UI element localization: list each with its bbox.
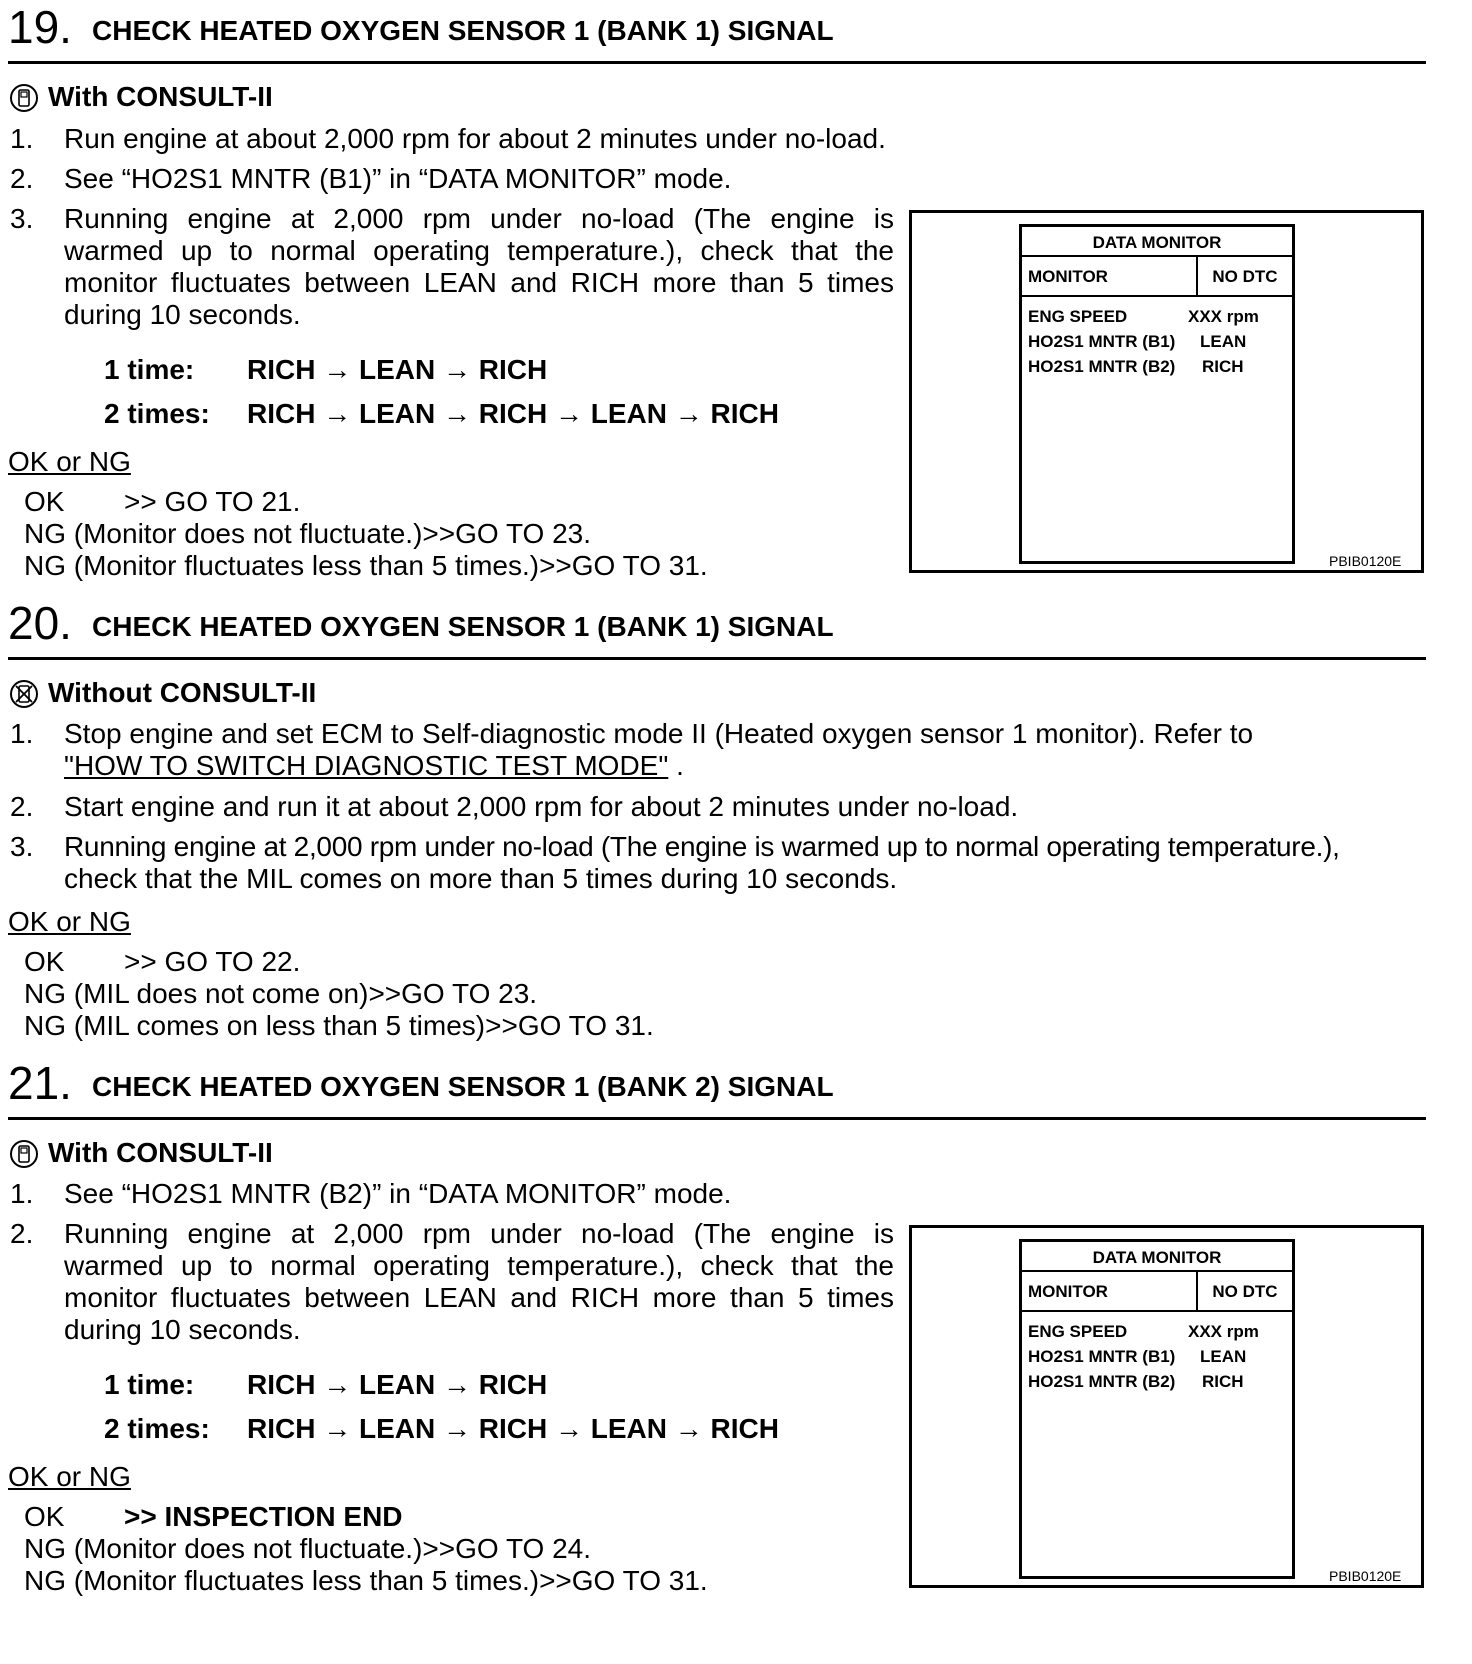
screen-row-name: HO2S1 MNTR (B2) <box>1028 1372 1176 1391</box>
screen-row-name: HO2S1 MNTR (B2) <box>1028 357 1176 376</box>
item-text-line: monitor fluctuates between LEAN and RICH more than 5 times <box>64 1282 894 1313</box>
result-action[interactable]: >>GO TO 31. <box>539 1565 708 1596</box>
item-text-line: during 10 seconds. <box>64 299 301 330</box>
diagnostic-mode-link[interactable]: "HOW TO SWITCH DIAGNOSTIC TEST MODE" <box>64 750 669 781</box>
cycle-sequence: RICH → LEAN → RICH <box>247 1369 548 1400</box>
step-title: CHECK HEATED OXYGEN SENSOR 1 (BANK 2) SIGNAL <box>92 1071 834 1102</box>
step-number: 20. <box>8 597 72 649</box>
data-monitor-figure <box>909 210 1424 573</box>
ok-ng-heading: OK or NG <box>8 906 131 937</box>
cycle-label: 2 times: <box>104 398 210 429</box>
item-text-line: warmed up to normal operating temperature.), check that the <box>64 1250 894 1281</box>
result-condition: NG (MIL comes on less than 5 times) <box>24 1010 486 1041</box>
screen-col-status: NO DTC <box>1212 267 1278 286</box>
item-text: Stop engine and set ECM to Self-diagnostic mode II (Heated oxygen sensor 1 monitor). Refer to <box>64 718 1254 749</box>
item-text-line: Running engine at 2,000 rpm under no-load (The engine is <box>64 1218 894 1249</box>
item-number: 3. <box>10 831 34 862</box>
result-action[interactable]: >>GO TO 23. <box>368 978 538 1009</box>
item-text-line: check that the MIL comes on more than 5 times during 10 seconds. <box>64 863 898 894</box>
step-title: CHECK HEATED OXYGEN SENSOR 1 (BANK 1) SIGNAL <box>92 15 834 46</box>
result-condition: OK <box>24 1501 65 1532</box>
item-text-line: warmed up to normal operating temperature.), check that the <box>64 235 894 266</box>
result-line[interactable] <box>24 1533 591 1565</box>
cycle-sequence: RICH → LEAN → RICH <box>247 354 548 385</box>
result-condition: NG (Monitor does not fluctuate.) <box>24 1533 423 1564</box>
result-action[interactable]: >>GO TO 31. <box>539 550 708 581</box>
screen-header: DATA MONITOR <box>1092 1248 1222 1267</box>
cycle-label: 1 time: <box>104 354 195 385</box>
result-action[interactable]: >> INSPECTION END <box>124 1501 403 1532</box>
screen-row-value: RICH <box>1202 1372 1244 1391</box>
step-number: 19. <box>8 1 72 53</box>
item-number: 1. <box>10 1178 34 1209</box>
result-line[interactable] <box>24 550 708 582</box>
section-divider <box>8 61 1426 64</box>
item-text: Start engine and run it at about 2,000 rpm for about 2 minutes under no-load. <box>64 791 1019 822</box>
result-action[interactable]: >> GO TO 22. <box>124 946 301 977</box>
screen-row-value: LEAN <box>1200 1347 1247 1366</box>
consult-tool-icon <box>10 84 38 112</box>
screen-row-value: XXX rpm <box>1188 307 1259 326</box>
mode-heading: With CONSULT-II <box>48 81 273 112</box>
result-action[interactable]: >> GO TO 21. <box>124 486 301 517</box>
screen-col-status: NO DTC <box>1212 1282 1278 1301</box>
screen-row-value: XXX rpm <box>1188 1322 1259 1341</box>
result-line[interactable] <box>24 518 591 550</box>
screen-row-name: ENG SPEED <box>1028 307 1128 326</box>
item-number: 2. <box>10 791 34 822</box>
data-monitor-screen <box>1019 224 1295 564</box>
result-condition: NG (Monitor fluctuates less than 5 times.) <box>24 550 540 581</box>
section-divider <box>8 1117 1426 1120</box>
item-number: 2. <box>10 163 34 194</box>
section-divider <box>8 657 1426 660</box>
result-condition: OK <box>24 486 65 517</box>
step-title: CHECK HEATED OXYGEN SENSOR 1 (BANK 1) SIGNAL <box>92 611 834 642</box>
result-condition: OK <box>24 946 65 977</box>
result-line[interactable] <box>24 978 537 1010</box>
item-text: See “HO2S1 MNTR (B1)” in “DATA MONITOR” mode. <box>64 163 732 194</box>
item-text-line: monitor fluctuates between LEAN and RICH more than 5 times <box>64 267 894 298</box>
figure-id: PBIB0120E <box>1329 553 1402 569</box>
result-action[interactable]: >>GO TO 23. <box>422 518 592 549</box>
step-number: 21. <box>8 1057 72 1109</box>
screen-col-monitor: MONITOR <box>1028 1282 1108 1301</box>
item-text-tail: . <box>668 750 684 781</box>
result-action[interactable]: >>GO TO 24. <box>422 1533 592 1564</box>
screen-row-value: RICH <box>1202 357 1244 376</box>
screen-header: DATA MONITOR <box>1092 233 1222 252</box>
result-line[interactable] <box>24 1010 654 1042</box>
ok-ng-heading: OK or NG <box>8 1461 131 1492</box>
mode-heading: Without CONSULT-II <box>48 677 317 708</box>
item-number: 3. <box>10 203 34 234</box>
item-text-line: Running engine at 2,000 rpm under no-load (The engine is <box>64 203 894 234</box>
cycle-sequence: RICH → LEAN → RICH → LEAN → RICH <box>247 398 779 429</box>
data-monitor-figure <box>909 1225 1424 1588</box>
item-text-line: Running engine at 2,000 rpm under no-load (The engine is warmed up to normal operating temperature.), <box>64 831 1340 862</box>
item-text-line: during 10 seconds. <box>64 1314 301 1345</box>
item-text: See “HO2S1 MNTR (B2)” in “DATA MONITOR” mode. <box>64 1178 732 1209</box>
item-text: Run engine at about 2,000 rpm for about 2 minutes under no-load. <box>64 123 886 154</box>
screen-row-value: LEAN <box>1200 332 1247 351</box>
result-action[interactable]: >>GO TO 31. <box>485 1010 654 1041</box>
result-condition: NG (Monitor does not fluctuate.) <box>24 518 423 549</box>
result-condition: NG (Monitor fluctuates less than 5 times.) <box>24 1565 540 1596</box>
result-line[interactable] <box>24 1565 708 1597</box>
screen-row-name: HO2S1 MNTR (B1) <box>1028 1347 1176 1366</box>
screen-row-name: HO2S1 MNTR (B1) <box>1028 332 1176 351</box>
item-number: 2. <box>10 1218 34 1249</box>
cycle-label: 2 times: <box>104 1413 210 1444</box>
result-condition: NG (MIL does not come on) <box>24 978 369 1009</box>
mode-heading: With CONSULT-II <box>48 1137 273 1168</box>
cycle-sequence: RICH → LEAN → RICH → LEAN → RICH <box>247 1413 779 1444</box>
data-monitor-screen <box>1019 1239 1295 1579</box>
consult-tool-icon <box>10 1140 38 1168</box>
screen-col-monitor: MONITOR <box>1028 267 1108 286</box>
screen-row-name: ENG SPEED <box>1028 1322 1128 1341</box>
no-consult-icon <box>10 680 38 708</box>
cycle-label: 1 time: <box>104 1369 195 1400</box>
item-link-line <box>64 750 684 782</box>
item-number: 1. <box>10 123 34 154</box>
ok-ng-heading: OK or NG <box>8 446 131 477</box>
figure-id: PBIB0120E <box>1329 1568 1402 1584</box>
item-number: 1. <box>10 718 34 749</box>
